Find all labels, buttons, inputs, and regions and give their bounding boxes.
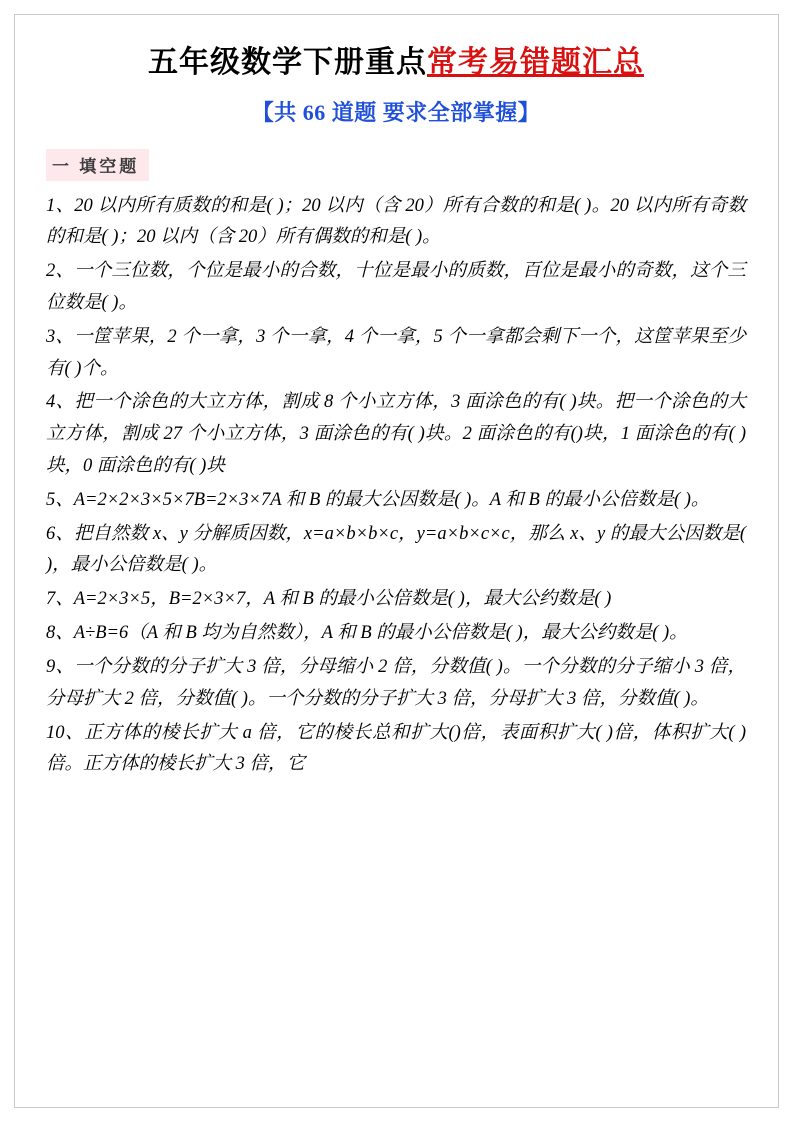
question-item: 2、一个三位数，个位是最小的合数，十位是最小的质数，百位是最小的奇数，这个三位数是( )。 bbox=[46, 261, 746, 313]
document-content bbox=[46, 44, 746, 783]
question-item: 9、一个分数的分子扩大 3 倍，分母缩小 2 倍，分数值( )。一个分数的分子缩小 3 倍，分母扩大 2 倍，分数值( )。一个分数的分子扩大 3 倍，分母扩大 3 倍，分数值( )。 bbox=[46, 656, 746, 709]
question-item: 3、一筐苹果，2 个一拿，3 个一拿，4 个一拿，5 个一拿都会剩下一个，这筐苹果至少有( )个。 bbox=[46, 326, 746, 379]
title-red-part: 常考易错题汇总 bbox=[427, 46, 644, 79]
question-item: 4、把一个涂色的大立方体，割成 8 个小立方体，3 面涂色的有( )块。把一个涂色的大立方体，割成 27 个小立方体，3 面涂色的有( )块。2 面涂色的有()块，1 面涂色的有( )块，0 面涂色的有( )块 bbox=[46, 392, 746, 476]
question-item: 1、20 以内所有质数的和是( )；20 以内（含 20）所有合数的和是( )。20 以内所有奇数的和是( )；20 以内（含 20）所有偶数的和是( )。 bbox=[46, 195, 746, 248]
page-subtitle: 【共 66 道题 要求全部掌握】 bbox=[251, 99, 541, 125]
question-item: 6、把自然数 x、y 分解质因数，x=a×b×b×c，y=a×b×c×c，那么 x、y 的最大公因数是( )，最小公倍数是( )。 bbox=[46, 523, 746, 576]
title-black-part: 五年级数学下册重点 bbox=[148, 46, 427, 79]
question-item: 8、A÷B=6（A 和 B 均为自然数），A 和 B 的最小公倍数是( )，最大公约数是( )。 bbox=[46, 623, 688, 644]
question-item: 7、A=2×3×5，B=2×3×7，A 和 B 的最小公倍数是( )，最大公约数是( ) bbox=[46, 589, 612, 610]
page-title bbox=[46, 44, 746, 82]
section-label-fill-in-blanks: 一 填空题 bbox=[46, 149, 149, 181]
section-heading bbox=[46, 149, 746, 181]
question-item: 10、正方体的棱长扩大 a 倍，它的棱长总和扩大()倍，表面积扩大( )倍，体积扩大( )倍。正方体的棱长扩大 3 倍，它 bbox=[46, 722, 746, 775]
question-list bbox=[46, 191, 746, 782]
question-item: 5、A=2×2×3×5×7B=2×3×7A 和 B 的最大公因数是( )。A 和 B 的最小公倍数是( )。 bbox=[46, 489, 710, 510]
